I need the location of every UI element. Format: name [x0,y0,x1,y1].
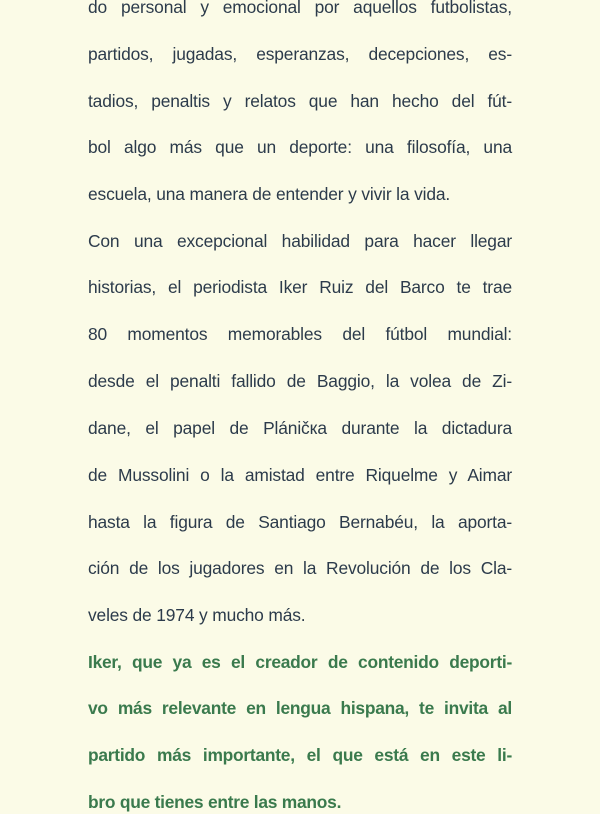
paragraph-2-line-9: veles de 1974 y mucho más. [88,605,306,626]
paragraph-2 [88,230,512,628]
paragraph-3-line-2: vo más relevante en lengua hispana, te invita al [88,698,512,719]
paragraph-2-line-5: dane, el papel de Pláničка durante la dictadura [88,417,512,438]
paragraph-2-line-2: historias, el periodista Iker Ruiz del Barco te trae [88,277,512,298]
paragraph-3-line-1: Iker, que ya es el creador de contenido deporti- [88,651,512,672]
paragraph-2-line-1: Con una excepcional habilidad para hacer llegar [88,230,512,251]
paragraph-2-line-4: desde el penalti fallido de Baggio, la volea de Zi- [88,371,512,392]
text-column [88,0,512,814]
paragraph-1-line-2: partidos, jugadas, esperanzas, decepciones, es- [88,43,512,64]
paragraph-1-line-1: do personal y emocional por aquellos futbolistas, [88,0,512,17]
paragraph-1-line-3: tadios, penaltis y relatos que han hecho del fút- [88,90,512,111]
paragraph-1-line-5: escuela, una manera de entender y vivir la vida. [88,184,451,205]
paragraph-2-line-7: hasta la figura de Santiago Bernabéu, la aporta- [88,511,512,532]
paragraph-3-line-4: bro que tienes entre las manos. [88,792,342,812]
paragraph-2-line-8: ción de los jugadores en la Revolución de los Cla- [88,558,512,579]
paragraph-1-line-4: bol algo más que un deporte: una filosofía, una [88,137,512,158]
paragraph-3-highlight [88,651,512,814]
paragraph-2-line-6: de Mussolini o la amistad entre Riquelme y Aimar [88,464,512,485]
paragraph-2-line-3: 80 momentos memorables del fútbol mundial: [88,324,512,345]
paragraph-3-line-3: partido más importante, el que está en este li- [88,745,512,766]
paragraph-1 [88,0,512,207]
